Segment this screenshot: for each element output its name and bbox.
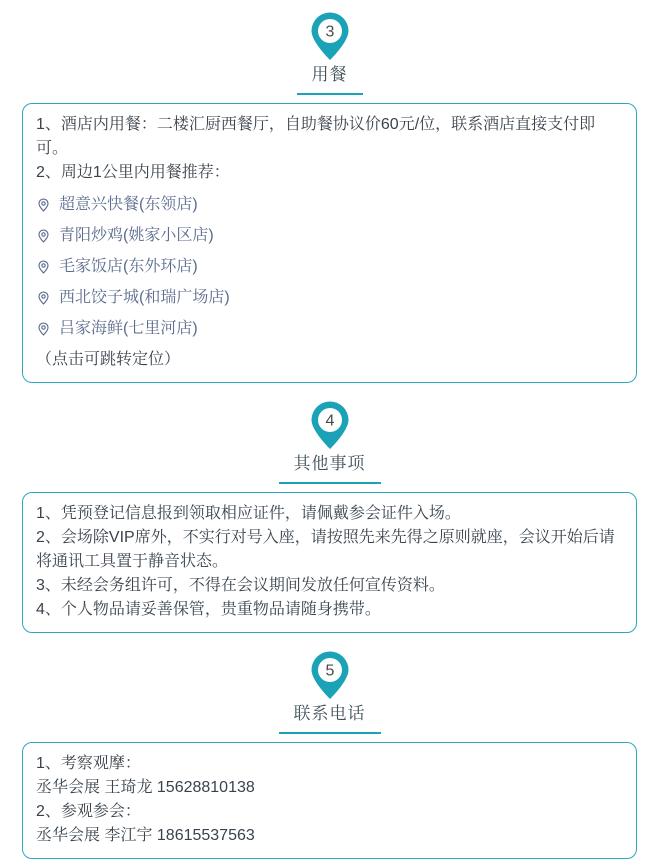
restaurant-name: 超意兴快餐(东领店) [59,196,198,213]
section-title-contact: 联系电话 [279,703,381,734]
restaurant-link[interactable] [36,255,623,278]
marker-number: 3 [325,23,334,41]
location-pin-icon [36,290,51,306]
note-paragraph: 2、会场除VIP席外，不实行对号入座，请按照先来先得之原则就座，会议开始后请将通讯工具置于静音状态。 [36,529,615,570]
dining-card [22,103,637,383]
note-paragraph: 3、未经会务组许可，不得在会议期间发放任何宣传资料。 [36,577,445,594]
dining-paragraph: 1、酒店内用餐：二楼汇厨西餐厅，自助餐协议价60元/位，联系酒店直接支付即可。 [36,116,596,157]
restaurant-name: 青阳炒鸡(姚家小区店) [59,227,214,244]
restaurant-list [36,193,623,340]
section-dining [0,12,659,383]
contact-category-label: 2、参观参会： [36,803,141,820]
location-pin-icon [36,321,51,337]
map-jump-hint: （点击可跳转定位） [36,351,181,368]
location-pin-icon [36,228,51,244]
marker-number: 5 [325,662,334,680]
contact-person-phone: 丞华会展 李江宇 18615537563 [36,827,255,844]
marker-number: 4 [325,412,334,430]
contact-card [22,742,637,859]
location-pin-icon [36,259,51,275]
restaurant-link[interactable] [36,224,623,247]
contact-person-phone: 丞华会展 王琦龙 15628810138 [36,779,255,796]
restaurant-name: 西北饺子城(和瑞广场店) [59,289,230,306]
section-title-dining: 用餐 [297,64,363,95]
other-notes-card [22,492,637,633]
dining-paragraph: 2、周边1公里内用餐推荐： [36,164,230,181]
section-title-other-notes: 其他事项 [279,453,381,484]
contact-category-label: 1、考察观摩： [36,755,141,772]
map-pin-marker-4-icon [308,401,352,450]
note-paragraph: 1、凭预登记信息报到领取相应证件，请佩戴参会证件入场。 [36,505,461,522]
map-pin-marker-3-icon [308,12,352,61]
section-contact [0,651,659,859]
restaurant-link[interactable] [36,317,623,340]
note-paragraph: 4、个人物品请妥善保管，贵重物品请随身携带。 [36,601,381,618]
restaurant-name: 毛家饭店(东外环店) [59,258,198,275]
restaurant-name: 吕家海鲜(七里河店) [59,320,198,337]
restaurant-link[interactable] [36,193,623,216]
location-pin-icon [36,197,51,213]
map-pin-marker-5-icon [308,651,352,700]
section-other-notes [0,401,659,633]
restaurant-link[interactable] [36,286,623,309]
